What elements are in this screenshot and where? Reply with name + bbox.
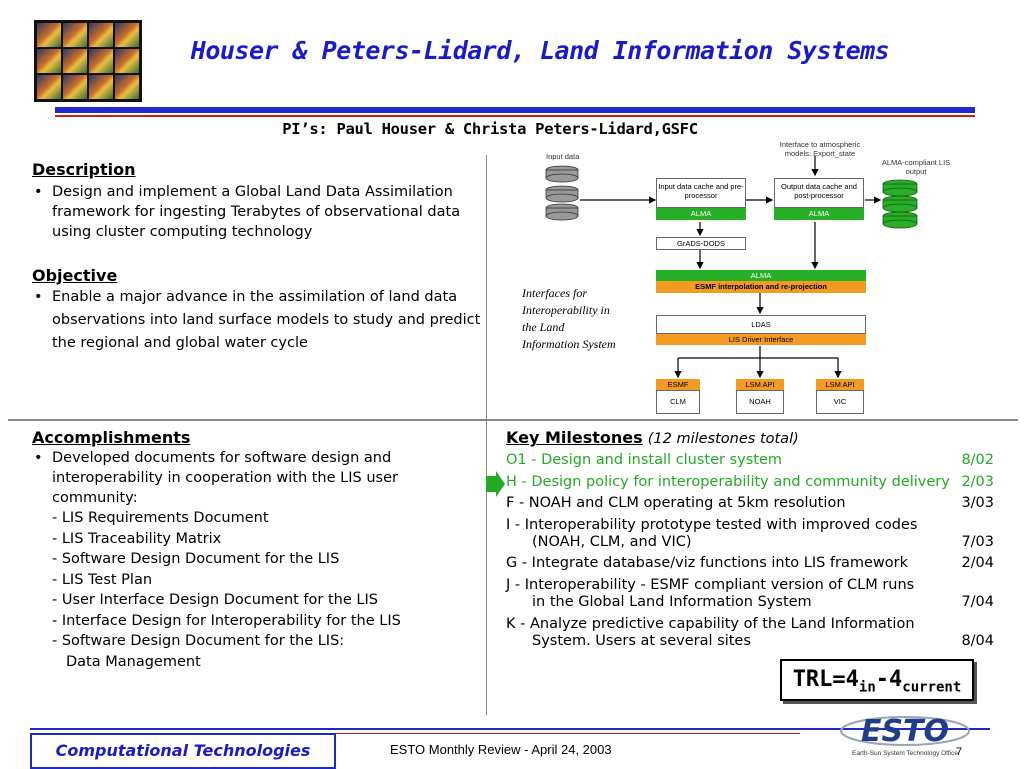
- noah-lsm-api-bar: LSM API: [736, 379, 784, 390]
- accomplishments-heading: Accomplishments: [32, 428, 191, 447]
- esto-logo: [838, 714, 972, 758]
- milestone-text: O1 - Design and install cluster system: [506, 452, 783, 468]
- horizontal-divider: [8, 419, 1018, 421]
- accomplishment-item: - Software Design Document for the LIS:: [52, 633, 345, 649]
- lis-architecture-diagram: [520, 140, 960, 420]
- alma-output-label: ALMA-compliant LIS output: [881, 158, 951, 176]
- trl-mid: -4: [875, 667, 903, 692]
- milestone-text: H - Design policy for interoperability and community delivery: [506, 474, 950, 490]
- vic-box: VIC: [816, 390, 864, 414]
- objective-heading: Objective: [32, 266, 118, 285]
- milestone-text: K - Analyze predictive capability of the Land Information: [506, 616, 915, 632]
- milestone-text: F - NOAH and CLM operating at 5km resolution: [506, 495, 846, 511]
- input-data-label: Input data: [546, 152, 580, 161]
- trl-sub-in: in: [858, 679, 876, 696]
- milestone-date: 8/02: [961, 452, 994, 468]
- milestone-text: J - Interoperability - ESMF compliant version of CLM runs: [506, 577, 915, 593]
- accomplishments-section: [32, 428, 482, 672]
- header-rule-red: [55, 115, 975, 117]
- milestones-header: [506, 428, 996, 447]
- accomplishment-item: - Interface Design for Interoperability for the LIS: [52, 612, 401, 629]
- objective-bullet: • Enable a major advance in the assimilation of land data observations into land surface models to study and predict the regional and global water cycle: [32, 286, 482, 355]
- accomplishment-item: Data Management: [66, 653, 201, 670]
- trl-sub-current: current: [902, 679, 962, 696]
- milestone-text: I - Interoperability prototype tested with improved codes: [506, 517, 918, 533]
- objective-section: [32, 266, 482, 355]
- milestone-date: 7/04: [961, 594, 994, 610]
- noah-box: NOAH: [736, 390, 784, 414]
- current-milestone-arrow-icon: [484, 470, 506, 498]
- milestone-date: 3/03: [961, 495, 994, 511]
- trl-badge: [780, 659, 974, 701]
- milestone-row: [506, 517, 994, 551]
- milestone-text-continued: System. Users at several sites: [532, 633, 751, 649]
- accomplishments-bullet: • Developed documents for software design and interoperability in cooperation with the LIS user community:: [32, 448, 482, 508]
- accomplishment-item: - Software Design Document for the LIS: [52, 551, 340, 567]
- milestone-row: [506, 474, 994, 491]
- vertical-divider: [486, 155, 487, 715]
- output-cache-box: Output data cache and post-processor: [774, 178, 864, 208]
- accomplishment-item: - LIS Traceability Matrix: [52, 530, 222, 547]
- page-number: 7: [956, 746, 963, 758]
- accomplishment-item: - LIS Requirements Document: [52, 510, 269, 526]
- grads-dods-box: GrADS-DODS: [656, 237, 746, 250]
- input-database-icon: [546, 166, 578, 220]
- output-alma-bar: ALMA: [774, 208, 864, 220]
- milestone-date: 2/04: [961, 555, 994, 571]
- milestone-row: [506, 452, 994, 469]
- alma-interp-bar: ALMA: [656, 270, 866, 281]
- milestone-row: [506, 577, 994, 611]
- esto-logo-icon: [838, 714, 972, 758]
- milestones-heading: Key Milestones: [506, 428, 643, 447]
- interfaces-note: Interfaces for Interoperability in the Land Information System: [522, 286, 616, 351]
- output-database-icon: [883, 180, 917, 228]
- trl-base: TRL=4: [792, 667, 859, 692]
- clm-box: CLM: [656, 390, 700, 414]
- esmf-interpolation-bar: ESMF interpolation and re-projection: [656, 281, 866, 293]
- milestone-text-continued: in the Global Land Information System: [532, 594, 812, 610]
- milestone-text: G - Integrate database/viz functions into LIS framework: [506, 555, 908, 571]
- ldas-box: LDAS: [656, 315, 866, 334]
- milestone-text-continued: (NOAH, CLM, and VIC): [532, 534, 692, 550]
- esto-logo-subtitle: Earth-Sun System Technology Office: [852, 750, 958, 757]
- description-section: [32, 160, 482, 242]
- esto-logo-text: ESTO: [860, 714, 950, 749]
- description-bullet: • Design and implement a Global Land Data Assimilation framework for ingesting Terabytes of observational data using cluster computing technology: [32, 182, 482, 242]
- input-cache-box: Input data cache and pre-processor: [656, 178, 746, 208]
- lis-driver-interface-bar: LIS Driver Interface: [656, 334, 866, 345]
- description-heading: Description: [32, 160, 136, 179]
- milestone-row: [506, 616, 994, 650]
- principal-investigators: PI’s: Paul Houser & Christa Peters-Lidard,GSFC: [282, 120, 698, 138]
- accomplishment-item: - User Interface Design Document for the LIS: [52, 592, 378, 608]
- milestone-date: 2/03: [961, 474, 994, 490]
- vic-lsm-api-bar: LSM API: [816, 379, 864, 390]
- footer-review-date: ESTO Monthly Review - April 24, 2003: [390, 742, 612, 757]
- atmospheric-interface-label: Interface to atmospheric models: Export_state: [779, 140, 861, 158]
- milestone-date: 7/03: [961, 534, 994, 550]
- milestone-row: [506, 555, 994, 572]
- accomplishment-item: - LIS Test Plan: [52, 571, 153, 588]
- page-title: Houser & Peters-Lidard, Land Information Systems: [190, 36, 890, 65]
- footer-program-label: Computational Technologies: [30, 733, 336, 769]
- milestones-subtitle: (12 milestones total): [647, 431, 799, 447]
- header-rule-blue: [55, 107, 975, 113]
- milestone-row: [506, 495, 994, 512]
- header-thumbnail-image: [34, 20, 142, 102]
- milestone-date: 8/04: [961, 633, 994, 649]
- input-alma-bar: ALMA: [656, 208, 746, 220]
- esmf-module-bar: ESMF: [656, 379, 700, 390]
